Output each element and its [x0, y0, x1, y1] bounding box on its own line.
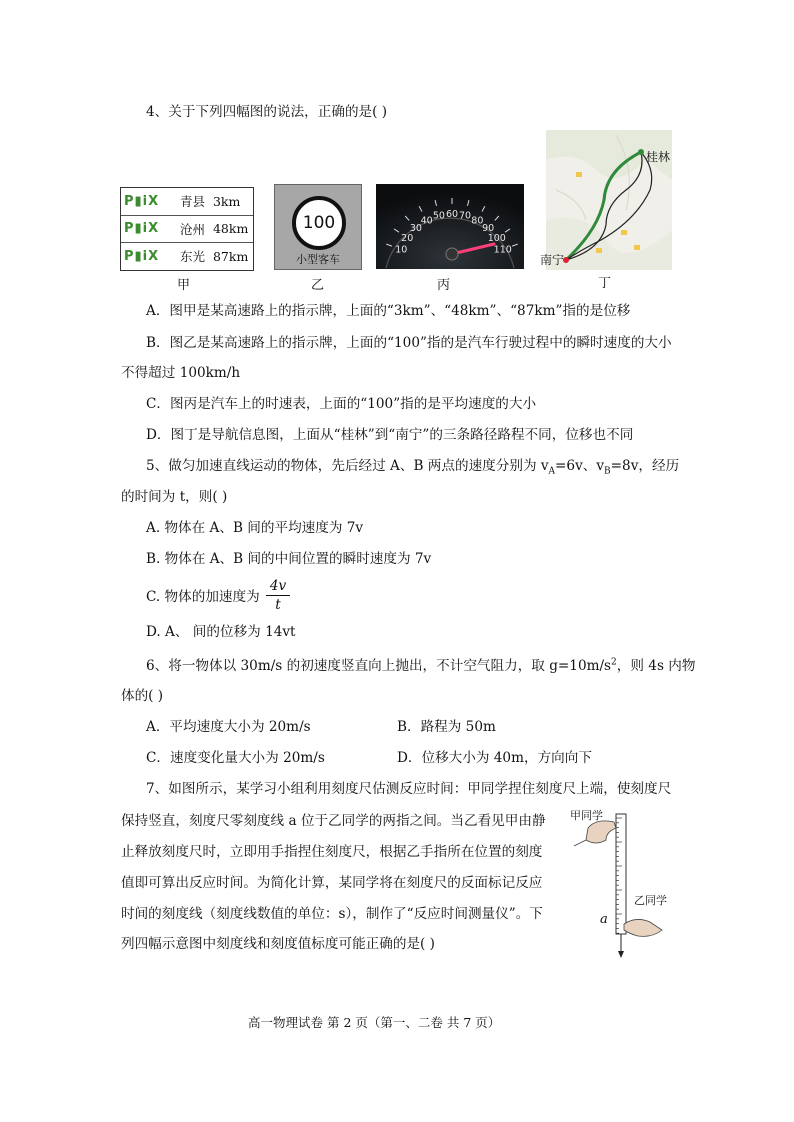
- q7-line-4: 值即可算出反应时间。为简化计算，某同学将在刻度尺的反面标记反应: [121, 875, 543, 891]
- gauge-number: 60: [445, 209, 459, 220]
- ruler-label-top: 甲同学: [570, 809, 603, 822]
- sign-place: 青县: [180, 194, 206, 210]
- gauge-number: 50: [432, 210, 445, 222]
- speedometer-photo: [376, 184, 524, 269]
- q7-line-2: 保持竖直，刻度尺零刻度线 a 位于乙同学的两指之间。当乙看见甲由静: [121, 813, 546, 829]
- map-city-guilin: 桂林: [646, 150, 671, 164]
- speed-limit-sign: [274, 184, 362, 270]
- page-footer: 高一物理试卷 第 2 页（第一、二卷 共 7 页）: [248, 1015, 501, 1030]
- ruler-label-a: a: [600, 912, 608, 927]
- gauge-number: 80: [471, 215, 484, 227]
- service-area-icon: P▮iX: [124, 193, 160, 209]
- q5-stem-part: 5、做匀加速直线运动的物体，先后经过 A、B 两点的速度分别为 v: [146, 458, 549, 474]
- q4-stem: 4、关于下列四幅图的说法，正确的是( ): [146, 104, 388, 120]
- q5-fraction-denominator: t: [275, 597, 281, 613]
- highway-distance-sign: [120, 187, 254, 271]
- q6-option-b: B．路程为 50m: [397, 719, 496, 735]
- sign-place: 沧州: [180, 221, 206, 237]
- q4-option-b-cont: 不得超过 100km/h: [121, 365, 241, 381]
- q6-stem-part: ，则 4s 内物: [616, 658, 696, 674]
- q7-line-6: 列四幅示意图中刻度线和刻度值标度可能正确的是( ): [121, 936, 435, 952]
- q5-stem-part: =8v，经历: [610, 458, 680, 474]
- sign-row: [121, 243, 253, 270]
- gauge-number: 110: [493, 244, 512, 256]
- q5-fraction: [266, 577, 290, 614]
- q5-sub-b: B: [604, 466, 611, 477]
- speed-limit-vehicle-text: 小型客车: [296, 253, 340, 266]
- q4-option-d: D．图丁是导航信息图，上面从“桂林”到“南宁”的三条路径路程不同，位移也不同: [146, 427, 634, 443]
- gauge-number: 90: [482, 222, 495, 234]
- q7-line-3: 止释放刻度尺时，立即用手指捏住刻度尺，根据乙手指所在位置的刻度: [121, 844, 543, 860]
- q5-stem-cont: 的时间为 t，则( ): [121, 489, 228, 505]
- q4-option-b: B．图乙是某高速路上的指示牌，上面的“100”指的是汽车行驶过程中的瞬时速度的大小: [146, 335, 672, 351]
- q6-option-c: C．速度变化量大小为 20m/s: [146, 750, 325, 766]
- speed-limit-circle: 100: [292, 196, 346, 250]
- sign-row: [121, 188, 253, 216]
- ruler-reaction-figure: [566, 806, 676, 962]
- q7-line-5: 时间的刻度线（刻度线数值的单位：s），制作了“反应时间测量仪”。下: [121, 906, 543, 922]
- q6-stem-cont: 体的( ): [121, 688, 164, 704]
- service-area-icon: P▮iX: [124, 221, 160, 237]
- q6-superscript: 2: [611, 657, 617, 668]
- gauge-number: 10: [395, 244, 408, 256]
- ruler-label-right: 乙同学: [634, 894, 667, 907]
- sign-row: [121, 216, 253, 244]
- q4-option-c: C．图丙是汽车上的时速表，上面的“100”指的是平均速度的大小: [146, 396, 537, 412]
- q5-fraction-numerator: 4v: [266, 577, 290, 596]
- q5-option-d: D. A、 间的位移为 14vt: [146, 624, 296, 640]
- q5-option-c-text: C. 物体的加速度为: [146, 589, 260, 605]
- q5-stem-part: =6v、v: [555, 458, 605, 474]
- service-area-icon: P▮iX: [124, 248, 160, 264]
- sign-distance: 87km: [212, 248, 249, 264]
- q6-stem-part: 6、将一物体以 30m/s 的初速度竖直向上抛出，不计空气阻力，取 g=10m/s: [146, 658, 612, 674]
- q7-line-1: 7、如图所示，某学习小组利用刻度尺估测反应时间：甲同学捏住刻度尺上端，使刻度尺: [146, 781, 672, 797]
- fig-jia-caption: 甲: [177, 278, 191, 293]
- map-city-nanning: 南宁: [540, 253, 565, 267]
- q5-option-a: A. 物体在 A、B 间的平均速度为 7v: [146, 520, 364, 536]
- navigation-map: [540, 130, 672, 270]
- gauge-number: 40: [420, 215, 433, 227]
- gauge-number: 30: [409, 222, 422, 234]
- gauge-number: 70: [459, 210, 472, 222]
- gauge-number: 20: [401, 232, 414, 244]
- q5-stem: [146, 456, 679, 476]
- q5-option-b: B. 物体在 A、B 间的中间位置的瞬时速度为 7v: [146, 551, 432, 567]
- q5-sub-a: A: [548, 466, 556, 477]
- sign-distance: 48km: [212, 221, 249, 237]
- gauge-number: 100: [487, 232, 506, 244]
- sign-distance: 3km: [212, 193, 241, 209]
- fig-ding-caption: 丁: [598, 276, 612, 291]
- q6-stem: [146, 656, 695, 676]
- q4-option-a: A．图甲是某高速路上的指示牌，上面的“3km”、“48km”、“87km”指的是位移: [146, 303, 631, 319]
- q6-option-a: A．平均速度大小为 20m/s: [146, 719, 311, 735]
- q5-option-c: [146, 587, 260, 607]
- fig-bing-caption: 丙: [437, 278, 451, 293]
- sign-place: 东光: [180, 249, 206, 265]
- q6-option-d: D．位移大小为 40m，方向向下: [397, 750, 592, 766]
- fig-yi-caption: 乙: [311, 278, 325, 293]
